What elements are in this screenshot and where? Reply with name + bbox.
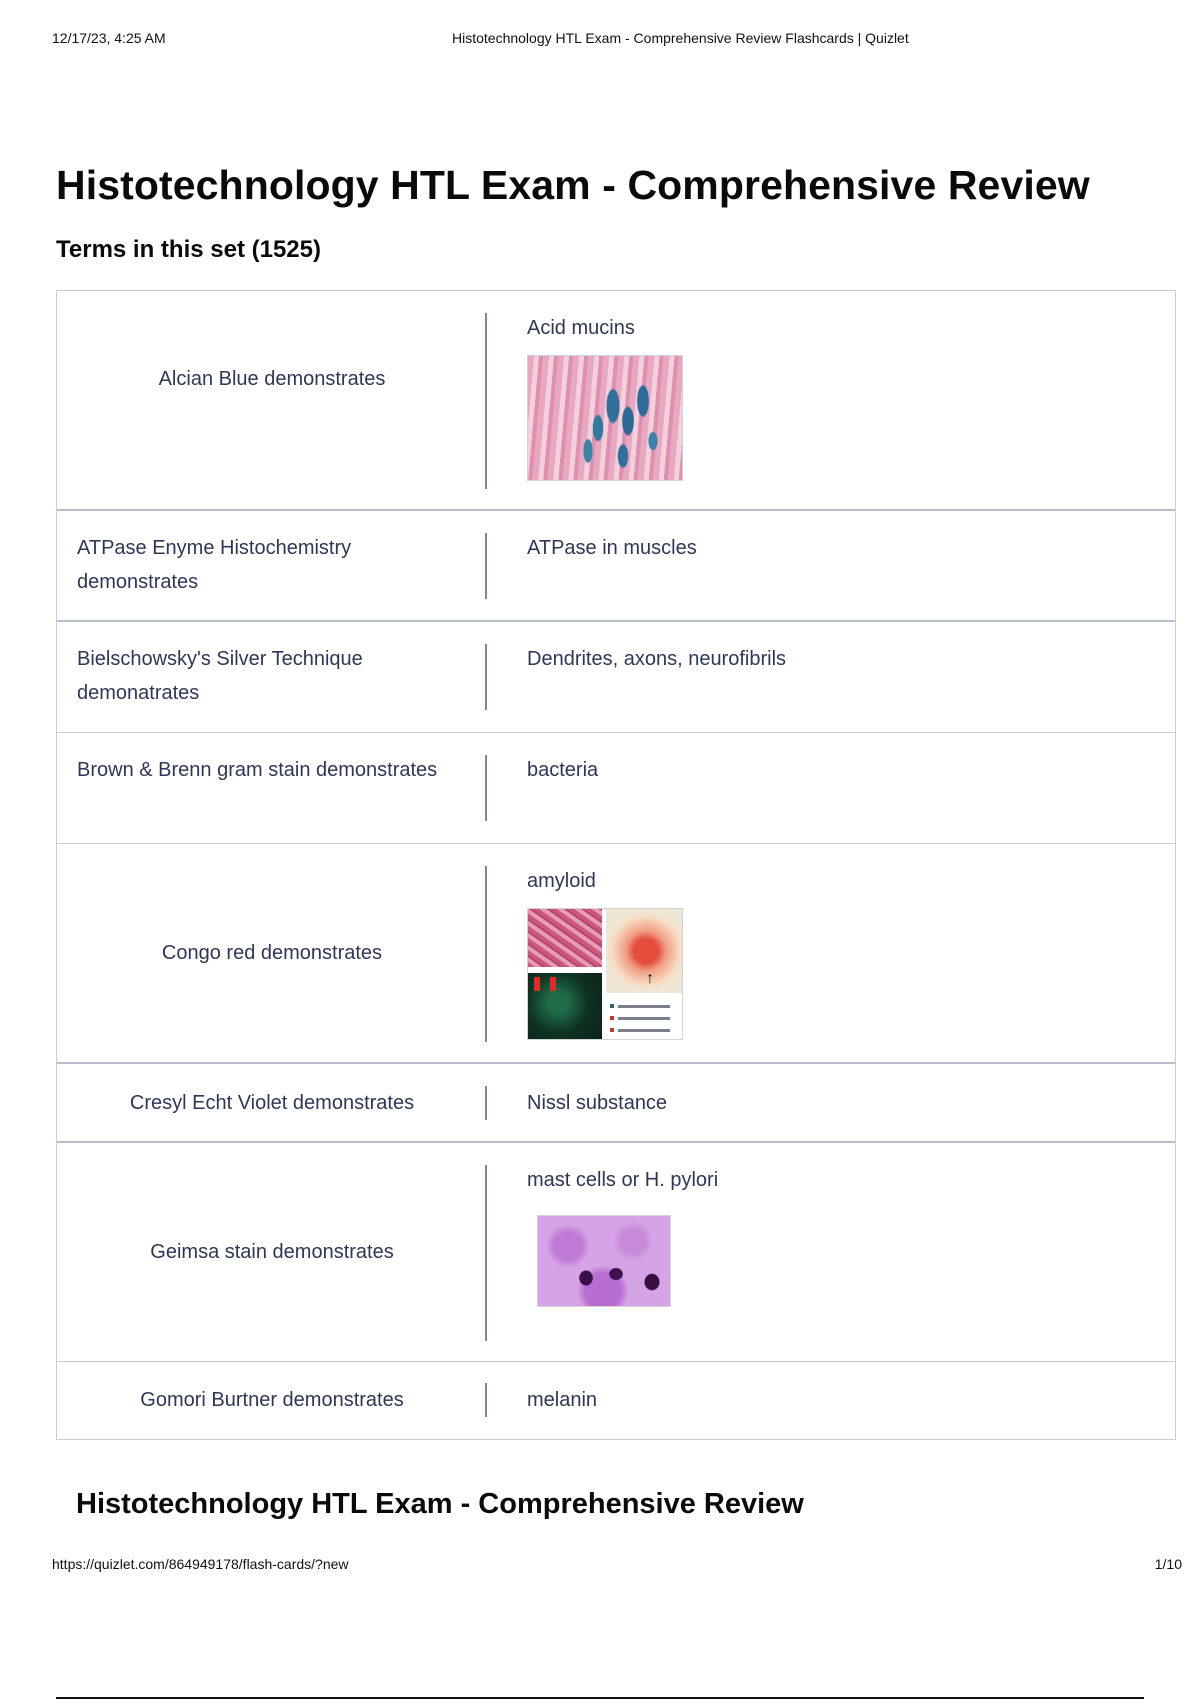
definition-cell: [527, 1383, 597, 1417]
table-row[interactable]: [57, 844, 1175, 1064]
table-row[interactable]: [57, 291, 1175, 511]
legend-line: [618, 1017, 670, 1020]
definition-text: Acid mucins: [527, 317, 635, 339]
row-divider: [485, 1383, 487, 1417]
table-row[interactable]: [57, 622, 1175, 733]
term-text: Brown & Brenn gram stain demonstrates: [77, 759, 438, 781]
alcian-blue-stain-image: [527, 355, 683, 481]
term-text: Cresyl Echt Violet demonstrates: [129, 1092, 415, 1114]
footer-url-link[interactable]: https://quizlet.com/864949178/flash-cards/?new: [52, 1556, 349, 1572]
terms-count-heading: Terms in this set (1525): [56, 236, 321, 263]
term-text: ATPase Enyme Histochemistry demonstrates: [77, 537, 352, 593]
bottom-rule: [56, 1697, 1144, 1699]
page-title: Histotechnology HTL Exam - Comprehensive Review: [56, 162, 1090, 208]
congo-red-stain-image: [527, 908, 683, 1040]
term-text: Geimsa stain demonstrates: [150, 1241, 394, 1263]
row-divider: [485, 1086, 487, 1120]
definition-cell: [527, 753, 598, 787]
row-divider: [485, 533, 487, 599]
definition-text: Nissl substance: [527, 1092, 668, 1114]
legend-line: [618, 1005, 670, 1008]
term-text: Bielschowsky's Silver Technique demonatrates: [77, 648, 363, 704]
term-text: Alcian Blue demonstrates: [158, 368, 386, 390]
term-text: Gomori Burtner demonstrates: [140, 1389, 404, 1411]
congo-red-panel-glomerulus: [606, 909, 682, 993]
definition-text: ATPase in muscles: [527, 537, 697, 559]
definition-text: Dendrites, axons, neurofibrils: [527, 648, 787, 670]
red-marker-icon: [550, 977, 556, 991]
table-row[interactable]: [57, 733, 1175, 844]
row-divider: [485, 1165, 487, 1341]
table-row[interactable]: [57, 1362, 1175, 1439]
definition-text: mast cells or H. pylori: [527, 1169, 719, 1191]
definition-cell: [527, 531, 697, 565]
print-date: 12/17/23, 4:25 AM: [52, 30, 166, 46]
congo-red-panel-he: [528, 909, 602, 967]
row-divider: [485, 866, 487, 1042]
legend-marker-icon: [610, 1028, 614, 1032]
legend-marker-icon: [610, 1016, 614, 1020]
giemsa-stain-image: [537, 1215, 671, 1307]
red-marker-icon: [534, 977, 540, 991]
table-row[interactable]: [57, 1143, 1175, 1362]
definition-text: bacteria: [527, 759, 599, 781]
print-header: [52, 30, 1182, 50]
print-document-title: Histotechnology HTL Exam - Comprehensive Review Flashcards | Quizlet: [452, 30, 909, 46]
arrow-up-icon: ↑: [646, 970, 654, 987]
definition-cell: [527, 864, 683, 1040]
row-divider: [485, 755, 487, 821]
definition-text: melanin: [527, 1389, 598, 1411]
definition-cell: [527, 1086, 667, 1120]
footer-set-title: Histotechnology HTL Exam - Comprehensive Review: [76, 1488, 804, 1520]
legend-marker-icon: [610, 1004, 614, 1008]
definition-text: amyloid: [527, 870, 596, 892]
legend-line: [618, 1029, 670, 1032]
term-text: Congo red demonstrates: [161, 942, 383, 964]
terms-table: [56, 290, 1176, 1440]
definition-cell: [527, 311, 683, 481]
congo-red-panel-polarized: [528, 973, 602, 1039]
table-row[interactable]: [57, 511, 1175, 622]
table-row[interactable]: [57, 1064, 1175, 1143]
row-divider: [485, 644, 487, 710]
row-divider: [485, 313, 487, 489]
page-number: 1/10: [1154, 1556, 1182, 1572]
definition-cell: [527, 1163, 718, 1307]
definition-cell: [527, 642, 786, 676]
